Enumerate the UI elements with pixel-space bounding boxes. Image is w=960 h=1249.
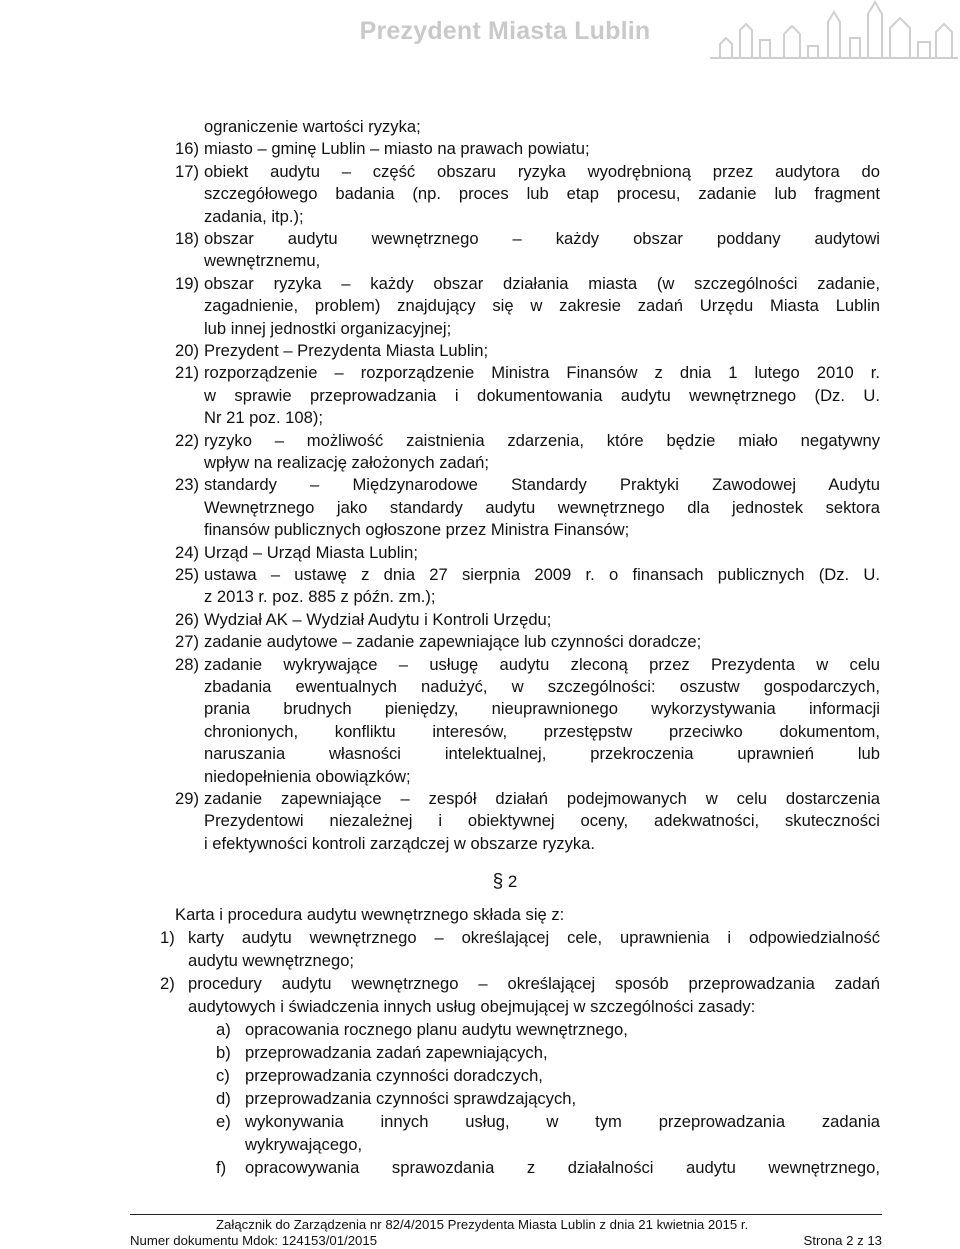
definition-number: 19) [175,273,199,293]
subitem-letter: d) [216,1089,231,1108]
list-item-text: audytu wewnętrznego; [188,951,355,970]
section-heading [0,871,960,893]
subitem-letter: b) [216,1043,231,1062]
definition-number: 18) [175,229,199,248]
definition-number: 29) [175,789,199,808]
list-item-text: audytowych i świadczenia innych usług obejmującej w szczególności zasady: [188,997,756,1016]
list-item-text: karty audytu wewnętrznego – określającej cele, uprawnienia i odpowiedzialność [188,928,880,947]
definition-number: 27) [175,632,199,652]
definition-text: ustawa – ustawę z dnia 27 sierpnia 2009 r. o finansach publicznych (Dz. U. [204,565,880,584]
definition-text: Prezydentowi niezależnej i obiektywnej oceny, adekwatności, skuteczności [204,811,880,831]
definition-text: ryzyko – możliwość zaistnienia zdarzenia, które będzie miało negatywny [204,430,880,450]
subitem-text: wykrywającego, [245,1135,363,1154]
definition-text: ograniczenie wartości ryzyka; [204,117,421,136]
definition-number: 24) [175,542,199,562]
definition-text: Urząd – Urząd Miasta Lublin; [204,542,418,562]
definition-text: obszar audytu wewnętrznego – każdy obszar poddany audytowi [204,229,880,248]
definition-text: zadanie zapewniające – zespół działań podejmowanych w celu dostarczenia [204,789,880,808]
subitem-text: przeprowadzania czynności sprawdzających, [245,1089,577,1108]
definition-text: szczegółowego badania (np. proces lub etap procesu, zadanie lub fragment [204,184,880,204]
definition-number: 23) [175,475,199,495]
subitem-text: opracowywania sprawozdania z działalności audytu wewnętrznego, [245,1158,880,1177]
list-item-number: 2) [160,974,175,993]
definition-text: wewnętrznemu, [204,251,321,271]
list-item-number: 1) [160,928,175,947]
section-number: 2 [507,872,518,891]
definition-text: Wydział AK – Wydział Audytu i Kontroli Urzędu; [204,609,552,629]
footer-page-number: Strona 2 z 13 [803,1233,882,1248]
definition-text: wpływ na realizację założonych zadań; [204,453,490,472]
subitem-text: przeprowadzania zadań zapewniających, [245,1043,548,1062]
definition-text: z 2013 r. poz. 885 z późn. zm.); [204,587,436,607]
definition-text: miasto – gminę Lublin – miasto na prawach powiatu; [204,139,590,159]
section-intro: Karta i procedura audytu wewnętrznego składa się z: [175,905,565,924]
definition-text: Wewnętrznego jako standardy audytu wewnętrznego dla jednostek sektora [204,497,880,517]
definition-text: zagadnienie, problem) znajdujący się w zakresie zadań Urzędu Miasta Lublin [204,296,880,316]
list-item-text: procedury audytu wewnętrznego – określającej sposób przeprowadzania zadań [188,974,880,993]
footer-document-number: Numer dokumentu Mdok: 124153/01/2015 [130,1233,378,1248]
definition-text: lub innej jednostki organizacyjnej; [204,318,452,338]
subitem-letter: f) [216,1158,227,1177]
definition-text: obiekt audytu – część obszaru ryzyka wyodrębnioną przez audytora do [204,161,880,181]
definition-text: zbadania ewentualnych nadużyć, w szczególności: oszustw gospodarczych, [204,677,880,696]
footer-divider [130,1214,882,1215]
subitem-letter: c) [216,1066,230,1085]
definition-number: 26) [175,609,199,629]
definition-text: zadania, itp.); [204,206,304,226]
definition-text: obszar ryzyka – każdy obszar działania miasta (w szczególności zadanie, [204,273,880,293]
subitem-letter: a) [216,1020,231,1039]
definition-number: 20) [175,341,199,360]
definition-text: Nr 21 poz. 108); [204,408,323,428]
definition-number: 16) [175,139,199,159]
definition-text: w sprawie przeprowadzania i dokumentowania audytu wewnętrznego (Dz. U. [204,385,880,405]
definition-text: niedopełnienia obowiązków; [204,766,411,786]
subitem-text: wykonywania innych usług, w tym przeprowadzania zadania [245,1112,880,1131]
city-skyline-icon [700,0,960,60]
definition-text: standardy – Międzynarodowe Standardy Praktyki Zawodowej Audytu [204,475,880,495]
definition-text: zadanie wykrywające – usługę audytu zleconą przez Prezydenta w celu [204,654,880,674]
footer-attachment: Załącznik do Zarządzenia nr 82/4/2015 Prezydenta Miasta Lublin z dnia 21 kwietnia 2015 r. [216,1217,749,1232]
definition-text: chronionych, konfliktu interesów, przestępstw przeciwko dokumentom, [204,721,880,741]
definition-number: 21) [175,363,199,383]
definition-number: 28) [175,654,199,674]
definition-number: 25) [175,565,199,584]
definition-text: zadanie audytowe – zadanie zapewniające lub czynności doradcze; [204,632,702,652]
definition-text: Prezydent – Prezydenta Miasta Lublin; [204,341,489,360]
section-symbol: § [492,871,504,892]
definition-text: naruszania własności intelektualnej, przekroczenia uprawnień lub [204,744,880,764]
definition-text: prania brudnych pieniędzy, nieuprawnionego wykorzystywania informacji [204,699,880,719]
subitem-text: opracowania rocznego planu audytu wewnętrznego, [245,1020,628,1039]
definition-number: 22) [175,430,199,450]
definition-text: rozporządzenie – rozporządzenie Ministra Finansów z dnia 1 lutego 2010 r. [204,363,880,383]
subitem-letter: e) [216,1112,231,1131]
definition-text: i efektywności kontroli zarządczej w obszarze ryzyka. [204,833,596,853]
header-title: Prezydent Miasta Lublin [359,17,651,45]
subitem-text: przeprowadzania czynności doradczych, [245,1066,543,1085]
definition-number: 17) [175,161,199,181]
definition-text: finansów publicznych ogłoszone przez Ministra Finansów; [204,520,630,540]
